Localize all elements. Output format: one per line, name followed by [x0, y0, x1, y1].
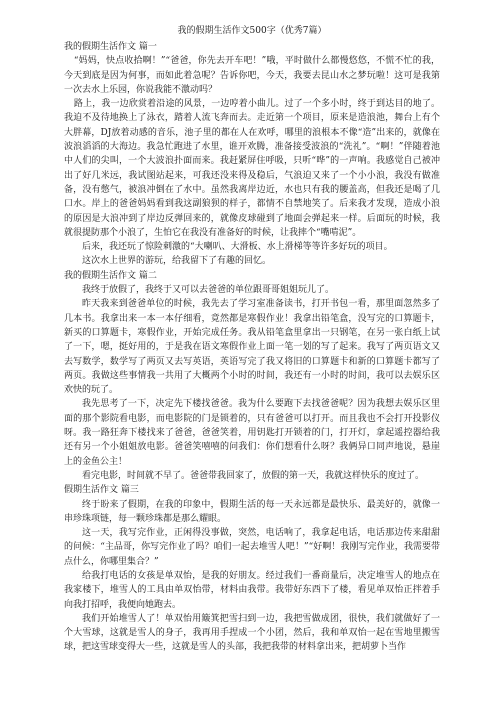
section-2-paragraph-2: 昨天我来到爸爸单位的时候，我先去了学习室准备读书，打开书包一看，那里面忽然多了几本书。我拿出来一本一本仔细看，竟然都是寒假作业！我拿出铅笔盒，没写完的口算题卡，新买的口算题卡，寒假作业，开始完成任务。我从铅笔盒里拿出一只钢笔，在另一张白纸上试了一下，嗯，挺好用的，于是我在语文寒假作业上面一笔一划的写了起来。我写了两页语文又去写数学，数学写了两页又去写英语，英语写完了我又将旧的口算题卡和新的口算题卡都写了两页。我做这些事情我一共用了大概两个小时的时间，我还有一小时的时间，我可以去娱乐区欢快的玩了。 — [64, 299, 440, 396]
section-2-paragraph-3: 我先思考了一下，决定先下楼找爸爸。我为什么要跑下去找爸爸呢？因为我想去娱乐区里面的那个影院看电影，而电影院的门是锁着的，只有爸爸可以打开。而且我也不会打开投影仪呀。我一路狂奔下楼找来了爸爸，爸爸笑着，用钥匙打开锁着的门，打开灯，拿起遥控器给我还有另一个小姐姐放电影。爸爸笑嘻嘻的问我们：你们想看什么呀？我俩异口同声地说，悬崖上的金鱼公主！ — [64, 399, 440, 467]
section-3-heading: 假期生活作文 篇三 — [64, 485, 139, 496]
section-3-paragraph-2: 这一天，我写完作业，正闲得没事做，突然，电话响了，我拿起电话，电话那边传来甜甜的问候：“主品哥，你写完作业了吗？咱们一起去堆雪人吧！”“好啊！我刚写完作业，我需要带点什么，你哪里集合？” — [64, 528, 440, 567]
section-3-paragraph-1: 终于盼来了假期，在我的印象中，假期生活的每一天永远都是最快乐、最美好的，就像一串珍珠项链，每一颗珍珠都是那么耀眼。 — [64, 499, 440, 524]
section-1-paragraph-1: “妈妈，快点收拾啊！”“爸爸，你先去开车吧！”哦，平时做什么都慢悠悠，不慌不忙的我，今天到底是因为何事，而如此着急呢？告诉你吧，今天，我要去昆山水之梦玩啦！这可是我第一次去水上乐园，你说我能不激动吗？ — [64, 56, 440, 95]
section-2-heading: 我的假期生活作文 篇二 — [64, 270, 157, 281]
section-1-heading: 我的假期生活作文 篇一 — [64, 42, 157, 52]
section-1-paragraph-4: 这次水上世界的游玩，给我留下了有趣的回忆。 — [82, 256, 272, 267]
section-1-paragraph-3: 后来，我还玩了惊险刺激的“大喇叭、大滑板、水上滑梯等等许多好玩的项目。 — [82, 242, 393, 253]
section-3-paragraph-3: 给我打电话的女孩是单双怡，是我的好朋友。经过我们一番商量后，决定堆雪人的地点在我家楼下，堆雪人的工具由单双怡带，材料由我带。我带好东西下了楼，看见单双怡正拌着手向我打招呼，我便向她跑去。 — [64, 570, 440, 610]
section-2 — [64, 269, 440, 483]
section-1 — [64, 40, 440, 269]
document-title: 我的假期生活作文500字（优秀7篇） — [177, 26, 327, 36]
section-3-paragraph-4: 我们开始堆雪人了！单双怡用簸箕把雪扫到一边，我把雪做成团，很快，我们就做好了一个大雪球，这就是雪人的身子，我再用手捏成一个小团，然后，我和单双怡一起在雪地里搬雪球，把这雪球变得大一些，这就是雪人的头部，我把我带的材料拿出来，把胡萝卜当作 — [64, 613, 440, 653]
section-3 — [64, 483, 440, 655]
section-2-paragraph-1: 我终于放假了，我终于又可以去爸爸的单位跟哥哥姐姐玩儿了。 — [82, 285, 335, 296]
section-1-paragraph-2: 路上，我一边欣赏着沿途的风景，一边哼着小曲儿。过了一个多小时，终于到达目的地了。我迫不及待地换上了泳衣，踏着人流飞奔而去。走近第一个项目，原来是造浪池，舞台上有个大胖幕，DJ放着动感的音乐，池子里的都在人在欢呼，哪里的浪根本不像“造”出来的，就像在波浪滔滔的大海边。我急忙跑进了水里，谁开欢腾，准备接受波浪的“洗礼”。“啊！”伴随着池中人们的尖叫，一个大波浪扑面而来。我赶紧屏住呼吸，只听“哗”的一声响。我感觉自己被冲出了好几米远，我试图站起来，可我还没来得及稳后，气浪迫又来了一个小小浪，我没有做准备，没有憋气，被浪冲倒在了水中。虽然我离岸边近，水也只有我的腰盖高，但我还是喝了几口水。岸上的爸爸妈妈看到我这副狼狈的样子，都情不自禁地笑了。后来我才发现，造成小浪的原因是大浪冲到了岸边反弹回来的，就像皮球碰到了地面会弹起来一样。后面玩的时候，我就很提防那个小浪了，生怕它在我没有准备好的时候，让我摔个“嘴啃泥”。 — [64, 99, 440, 238]
section-2-paragraph-4: 看完电影，时间就不早了。爸爸带我回家了，放假的第一天，我就这样快乐的度过了。 — [82, 470, 425, 481]
